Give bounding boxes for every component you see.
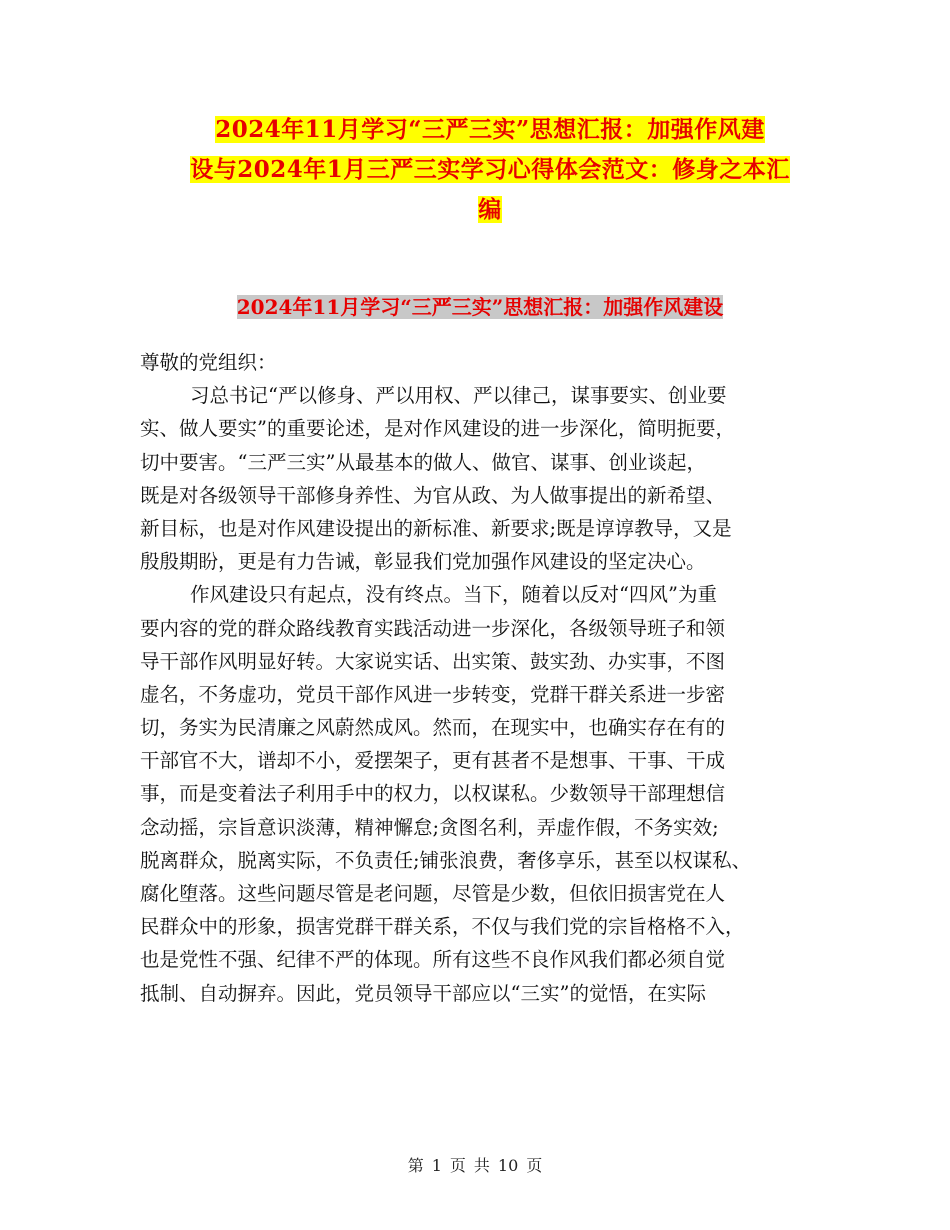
footer-label-unit-2: 页 <box>526 1156 543 1175</box>
footer-total-pages: 10 <box>497 1156 519 1175</box>
body-line: 虚名，不务虚功，党员干部作风进一步转变，党群干群关系进一步密 <box>140 682 726 706</box>
document-body <box>140 346 830 1010</box>
page-footer <box>0 1155 950 1177</box>
body-line: 念动摇，宗旨意识淡薄，精神懈怠;贪图名利，弄虚作假，不务实效; <box>140 815 719 839</box>
footer-label-page: 第 <box>407 1156 424 1175</box>
footer-label-unit: 页 <box>449 1156 466 1175</box>
document-title <box>150 110 830 230</box>
body-line: 抵制、自动摒弃。因此，党员领导干部应以“三实”的觉悟，在实际 <box>140 981 706 1005</box>
body-line: 导干部作风明显好转。大家说实话、出实策、鼓实劲、办实事，不图 <box>140 649 726 673</box>
document-title-line-1: 2024年11月学习“三严三实”思想汇报：加强作风建 <box>215 116 765 143</box>
body-line: 民群众中的形象，损害党群干群关系，不仅与我们党的宗旨格格不入， <box>140 915 745 939</box>
body-line: 新目标，也是对作风建设提出的新标准、新要求;既是谆谆教导，又是 <box>140 516 732 540</box>
body-line: 实、做人要实”的重要论述，是对作风建设的进一步深化，简明扼要， <box>140 417 735 441</box>
body-line: 脱离群众，脱离实际，不负责任;铺张浪费，奢侈享乐，甚至以权谋私、 <box>140 848 752 872</box>
footer-label-total: 共 <box>473 1156 490 1175</box>
body-line: 切中要害。“三严三实”从最基本的做人、做官、谋事、创业谈起， <box>140 450 706 474</box>
body-line: 殷殷期盼，更是有力告诫，彰显我们党加强作风建设的坚定决心。 <box>140 550 706 574</box>
document-title-line-2: 设与2024年1月三严三实学习心得体会范文：修身之本汇 <box>190 156 790 183</box>
body-line: 切，务实为民清廉之风蔚然成风。然而，在现实中，也确实存在有的 <box>140 716 726 740</box>
body-line: 既是对各级领导干部修身养性、为官从政、为人做事提出的新希望、 <box>140 483 726 507</box>
body-line: 要内容的党的群众路线教育实践活动进一步深化，各级领导班子和领 <box>140 616 726 640</box>
body-line: 腐化堕落。这些问题尽管是老问题，尽管是少数，但依旧损害党在人 <box>140 882 726 905</box>
footer-current-page: 1 <box>431 1156 442 1175</box>
body-line: 也是党性不强、纪律不严的体现。所有这些不良作风我们都必须自觉 <box>140 948 726 972</box>
body-line: 干部官不大，谱却不小，爱摆架子，更有甚者不是想事、干事、干成 <box>140 749 726 773</box>
body-line: 作风建设只有起点，没有终点。当下，随着以反对“四风”为重 <box>190 583 717 607</box>
section-heading-text: 2024年11月学习“三严三实”思想汇报：加强作风建设 <box>236 295 724 319</box>
body-line: 事，而是变着法子利用手中的权力，以权谋私。少数领导干部理想信 <box>140 782 726 806</box>
salutation: 尊敬的党组织： <box>140 351 277 374</box>
body-line: 习总书记“严以修身、严以用权、严以律己，谋事要实、创业要 <box>190 384 727 408</box>
document-title-line-3: 编 <box>478 196 502 223</box>
section-heading <box>180 292 780 322</box>
